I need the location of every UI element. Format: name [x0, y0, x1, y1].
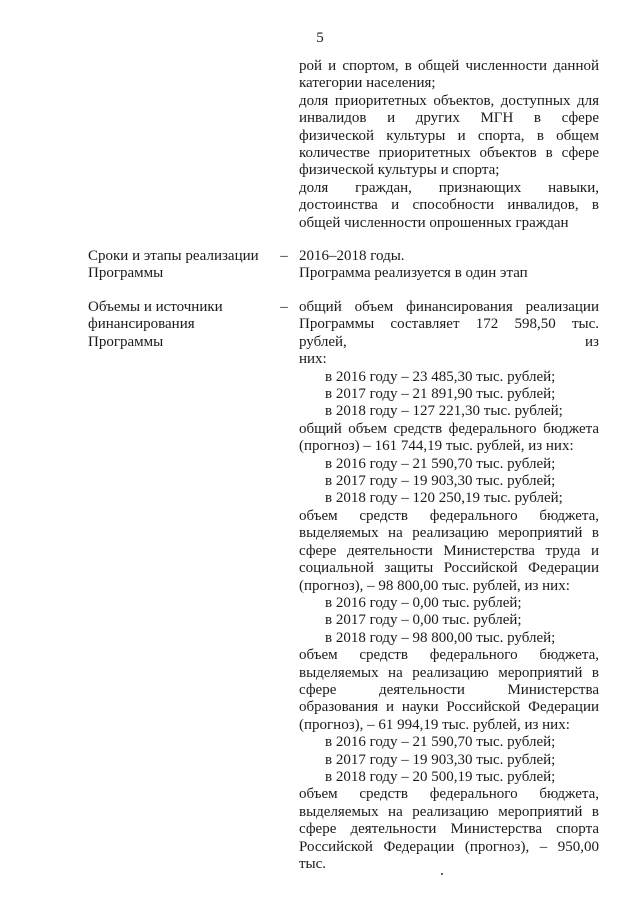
year-amount-line: в 2017 году – 21 891,90 тыс. рублей; [325, 386, 556, 403]
page-number: 5 [316, 30, 324, 46]
year-amount-line: в 2016 году – 0,00 тыс. рублей; [325, 594, 522, 611]
text-line: общей численности опрошенных граждан [299, 214, 569, 231]
text-line: выделяемых на реализацию мероприятий в [299, 803, 599, 820]
text-line: 2016–2018 годы. [299, 248, 405, 264]
text-line: количестве приоритетных объектов в сфере [299, 145, 599, 162]
funding-label [88, 299, 268, 351]
year-amount-line: в 2017 году – 19 903,30 тыс. рублей; [325, 473, 556, 490]
text-line: выделяемых на реализацию мероприятий в [299, 525, 599, 542]
year-amount-line: в 2017 году – 19 903,30 тыс. рублей; [325, 751, 556, 768]
text-line: категории населения; [299, 75, 436, 92]
text-line: Программа реализуется в один этап [299, 265, 528, 282]
text-line: них: [299, 351, 327, 368]
scan-speck [441, 873, 443, 875]
year-amount-line: в 2018 году – 127 221,30 тыс. рублей; [325, 403, 563, 420]
text-line: сфере деятельности Министерства спорта [299, 821, 599, 838]
text-line: сфере деятельности Министерства труда и [299, 542, 599, 559]
terms-text [299, 248, 599, 283]
text-line: (прогноз) – 161 744,19 тыс. рублей, из них: [299, 438, 574, 455]
text-line: рой и спортом, в общей численности данной [299, 58, 599, 74]
terms-label [88, 248, 268, 283]
year-amount-line: в 2017 году – 0,00 тыс. рублей; [325, 612, 522, 629]
funding-dash: – [280, 299, 288, 315]
terms-label-line: Программы [88, 265, 164, 282]
intro-text [299, 58, 599, 232]
text-line: сфере деятельности Министерства [299, 681, 599, 698]
funding-text [299, 299, 599, 873]
text-line: объем средств федерального бюджета, [299, 786, 599, 803]
text-line: физической культуры и спорта; [299, 162, 500, 179]
text-line: Российской Федерации (прогноз), – 950,00 тыс. [299, 838, 599, 872]
year-amount-line: в 2018 году – 120 250,19 тыс. рублей; [325, 490, 563, 507]
text-line: доля приоритетных объектов, доступных для [299, 92, 599, 109]
text-line: социальной защиты Российской Федерации [299, 560, 599, 577]
text-line: общий объем финансирования реализации [299, 299, 599, 315]
text-line: инвалидов и других МГН в сфере [299, 110, 599, 127]
text-line: (прогноз), – 98 800,00 тыс. рублей, из них: [299, 577, 570, 594]
terms-label-line: Сроки и этапы реализации [88, 248, 259, 264]
text-line: достоинства и способности инвалидов, в [299, 197, 599, 214]
text-line: физической культуры и спорта, в общем [299, 127, 599, 144]
text-line: общий объем средств федерального бюджета [299, 420, 599, 437]
year-amount-line: в 2016 году – 23 485,30 тыс. рублей; [325, 368, 556, 385]
text-line: образования и науки Российской Федерации [299, 699, 599, 716]
text-line: доля граждан, признающих навыки, [299, 179, 599, 196]
text-line: выделяемых на реализацию мероприятий в [299, 664, 599, 681]
funding-label-line: Программы [88, 333, 164, 350]
funding-label-line: Объемы и источники [88, 299, 223, 315]
text-line: (прогноз), – 61 994,19 тыс. рублей, из них: [299, 716, 570, 733]
text-line: объем средств федерального бюджета, [299, 647, 599, 664]
terms-dash: – [280, 248, 288, 264]
year-amount-line: в 2018 году – 20 500,19 тыс. рублей; [325, 768, 556, 785]
text-line: объем средств федерального бюджета, [299, 507, 599, 524]
year-amount-line: в 2016 году – 21 590,70 тыс. рублей; [325, 455, 556, 472]
year-amount-line: в 2018 году – 98 800,00 тыс. рублей; [325, 629, 556, 646]
year-amount-line: в 2016 году – 21 590,70 тыс. рублей; [325, 734, 556, 751]
text-line: Программы составляет 172 598,50 тыс. рублей, из [299, 316, 599, 350]
funding-label-line: финансирования [88, 316, 195, 333]
